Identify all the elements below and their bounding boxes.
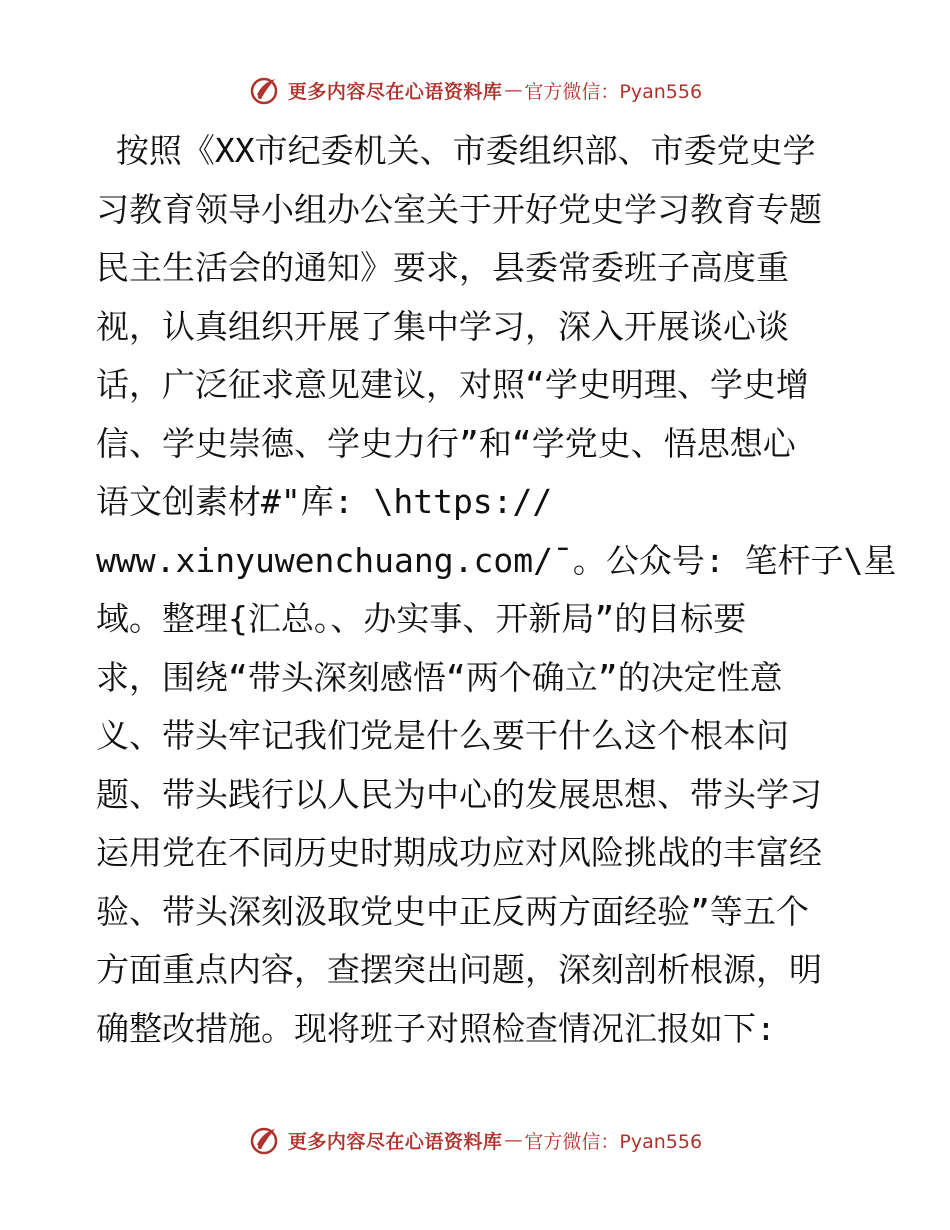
ink-brush-logo-icon [248, 73, 282, 107]
document-line: 按照《XX市纪委机关、市委组织部、市委党史学 [96, 131, 816, 170]
document-line: 信、学史崇德、学史力行”和“学党史、悟思想心 [96, 423, 796, 463]
document-line: 习教育领导小组办公室关于开好党史学习教育专题 [96, 189, 822, 229]
document-line: 求，围绕“带头深刻感悟“两个确立”的决定性意 [96, 657, 783, 697]
document-line: 话，广泛征求意见建议，对照“学史明理、学史增 [96, 365, 809, 404]
footer-separator: — [504, 1129, 523, 1151]
document-line: 确整改措施。现将班子对照检查情况汇报如下: [96, 1008, 776, 1048]
document-line: 方面重点内容，查摆突出问题，深刻剖析根源，明 [96, 950, 822, 989]
document-line: 验、带头深刻汲取党史中正反两方面经验”等五个 [96, 891, 809, 931]
document-line: 民主生活会的通知》要求，县委常委班子高度重 [96, 248, 789, 287]
ink-brush-logo-icon [248, 1123, 282, 1157]
footer-brand-text: 更多内容尽在心语资料库 [287, 1130, 503, 1153]
header-brand-text: 更多内容尽在心语资料库 [287, 80, 503, 103]
document-body [96, 122, 897, 1058]
document-line: 语文创素材#"库: \https:// [96, 482, 553, 521]
header-banner [0, 70, 950, 110]
document-line: 域。整理{汇总。、办实事、开新局”的目标要 [96, 599, 747, 638]
footer-wechat-text: 官方微信：Pyan556 [524, 1130, 703, 1153]
document-line: 运用党在不同历史时期成功应对风险挑战的丰富经 [96, 833, 822, 872]
document-line: 义、带头牢记我们党是什么要干什么这个根本问 [96, 716, 789, 755]
footer-banner [0, 1120, 950, 1160]
document-line: 视，认真组织开展了集中学习，深入开展谈心谈 [96, 306, 789, 346]
document-line: www.xinyuwenchuang.com/¯。公众号: 笔杆子\星 [96, 540, 897, 580]
header-separator: — [504, 79, 523, 101]
header-wechat-text: 官方微信：Pyan556 [524, 80, 703, 103]
document-line: 题、带头践行以人民为中心的发展思想、带头学习 [96, 774, 822, 814]
